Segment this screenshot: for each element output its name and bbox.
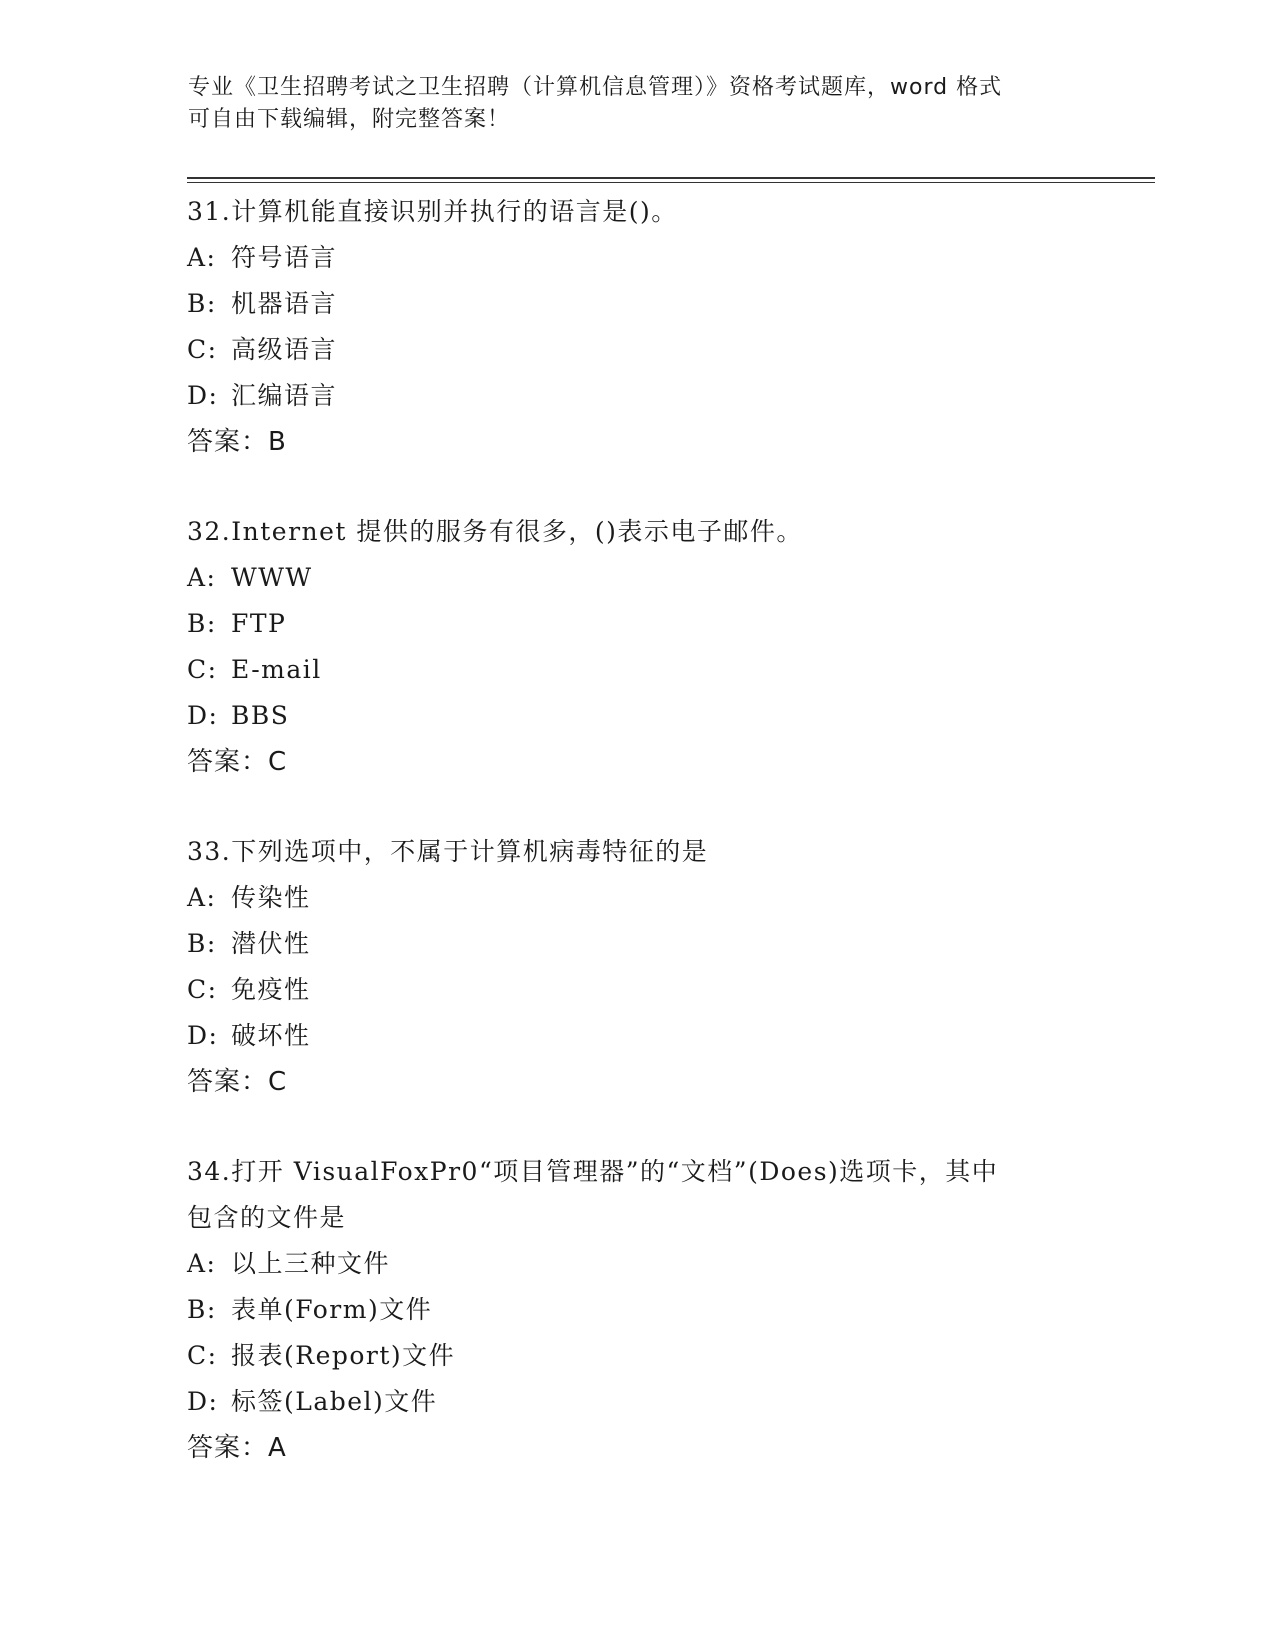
question-32: [187, 509, 1087, 785]
option-c: [187, 327, 1087, 373]
option-letter: A:: [187, 563, 217, 592]
option-c: [187, 1333, 1087, 1379]
option-letter: C:: [187, 655, 218, 684]
question-stem: 31.计算机能直接识别并执行的语言是()。: [187, 197, 678, 226]
question-spacer: [187, 465, 1087, 509]
answer-line: 答案：B: [187, 427, 287, 457]
option-text: 符号语言: [231, 243, 338, 272]
question-list: [187, 189, 1087, 1471]
option-letter: C:: [187, 335, 218, 364]
option-letter: A:: [187, 883, 217, 912]
question-stem-line-2: 包含的文件是: [187, 1203, 347, 1232]
answer-line: 答案：A: [187, 1433, 287, 1463]
answer-line: 答案：C: [187, 1067, 288, 1097]
option-letter: B:: [187, 929, 217, 958]
option-text: 免疫性: [231, 975, 311, 1004]
question-33: [187, 829, 1087, 1105]
option-a: [187, 875, 1087, 921]
option-b: [187, 921, 1087, 967]
answer-line: 答案：C: [187, 747, 288, 777]
option-c: [187, 647, 1087, 693]
header-line-1: 专业《卫生招聘考试之卫生招聘（计算机信息管理）》资格考试题库，word 格式: [188, 75, 1003, 100]
question-31: [187, 189, 1087, 465]
option-text: 标签(Label)文件: [231, 1387, 438, 1416]
option-text: 以上三种文件: [231, 1249, 391, 1278]
option-text: 潜伏性: [231, 929, 311, 958]
question-spacer: [187, 1105, 1087, 1149]
option-letter: C:: [187, 975, 218, 1004]
header-line-2: 可自由下载编辑，附完整答案！: [188, 107, 511, 132]
option-d: [187, 1013, 1087, 1059]
option-letter: A:: [187, 243, 217, 272]
option-a: [187, 555, 1087, 601]
question-spacer: [187, 785, 1087, 829]
option-text: 表单(Form)文件: [231, 1295, 433, 1324]
option-a: [187, 235, 1087, 281]
option-text: WWW: [231, 563, 313, 592]
option-text: E-mail: [231, 655, 322, 684]
document-header: [188, 72, 1088, 136]
option-text: FTP: [231, 609, 287, 638]
option-text: 破坏性: [231, 1021, 311, 1050]
option-letter: B:: [187, 1295, 217, 1324]
option-letter: A:: [187, 1249, 217, 1278]
option-d: [187, 373, 1087, 419]
option-d: [187, 1379, 1087, 1425]
option-b: [187, 1287, 1087, 1333]
option-letter: C:: [187, 1341, 218, 1370]
question-stem: 33.下列选项中，不属于计算机病毒特征的是: [187, 837, 709, 866]
question-34: [187, 1149, 1087, 1471]
option-text: 汇编语言: [231, 381, 338, 410]
option-b: [187, 601, 1087, 647]
option-letter: D:: [187, 1387, 219, 1416]
option-letter: D:: [187, 1021, 219, 1050]
option-text: 传染性: [231, 883, 311, 912]
option-text: 报表(Report)文件: [231, 1341, 456, 1370]
option-letter: D:: [187, 701, 219, 730]
option-text: 机器语言: [231, 289, 338, 318]
option-letter: B:: [187, 289, 217, 318]
question-stem-line-1: 34.打开 VisualFoxPr0“项目管理器”的“文档”(Does)选项卡，其中: [187, 1157, 999, 1186]
option-b: [187, 281, 1087, 327]
question-stem: 32.Internet 提供的服务有很多，()表示电子邮件。: [187, 517, 803, 546]
option-a: [187, 1241, 1087, 1287]
header-divider: [187, 177, 1155, 183]
option-text: BBS: [231, 701, 290, 730]
option-d: [187, 693, 1087, 739]
option-c: [187, 967, 1087, 1013]
option-letter: B:: [187, 609, 217, 638]
option-text: 高级语言: [231, 335, 338, 364]
option-letter: D:: [187, 381, 219, 410]
